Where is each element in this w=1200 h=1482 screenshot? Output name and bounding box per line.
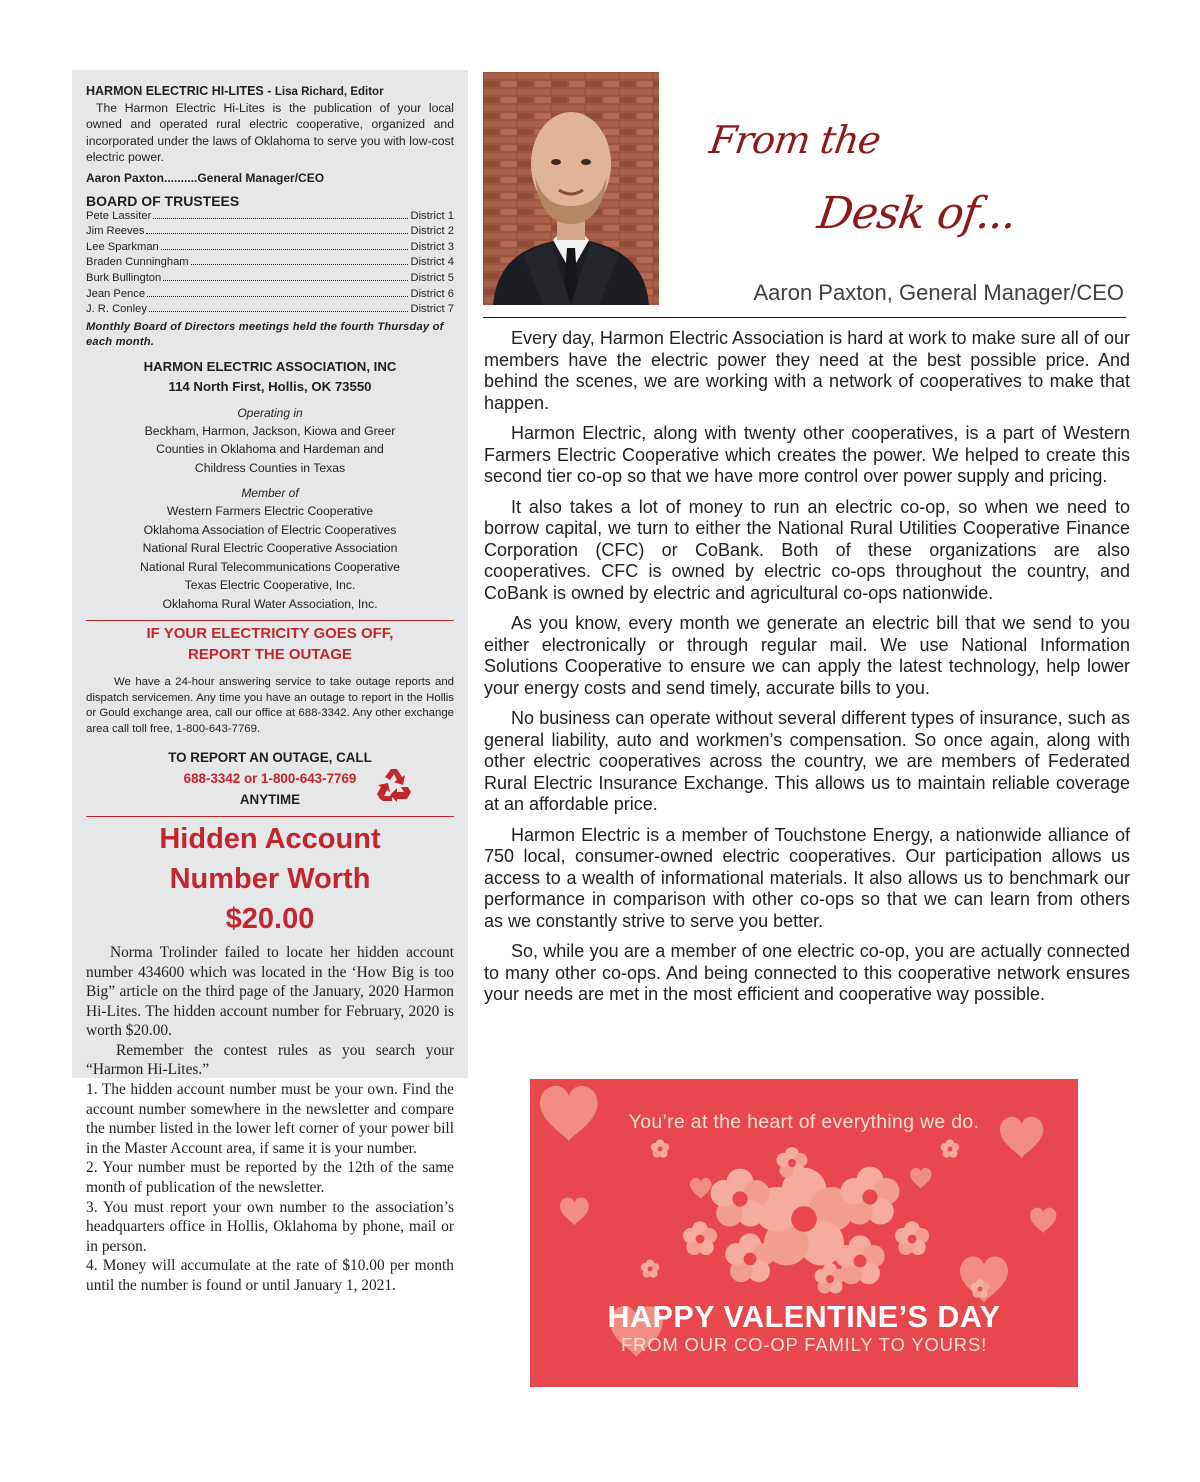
recycle-icon [374, 765, 414, 805]
leader-dots [153, 218, 408, 219]
trustee-row [86, 240, 454, 256]
member-line: Oklahoma Association of Electric Cooperatives [143, 522, 397, 537]
association-block [86, 357, 454, 397]
editor-name: Lisa Richard, Editor [274, 86, 384, 98]
contest-rule: 3. You must report your own number to the association’s headquarters office in Hollis, Oklahoma by phone, mail or in person. [86, 1198, 454, 1255]
divider [483, 317, 1126, 318]
article-paragraph: As you know, every month we generate an electric bill that we send to you either electronically or through regular mail. We use National Information Solutions Cooperative to ensure we can apply the latest technology, help lower your energy costs and send timely, accurate bills to you. [484, 613, 1130, 698]
trustee-name: Pete Lassiter [86, 209, 152, 222]
trustee-name: Jean Pence [86, 287, 146, 300]
contest-rule: 2. Your number must be reported by the 12th of the same month of publication of the newsletter. [86, 1159, 454, 1197]
divider [86, 816, 454, 817]
trustee-district: District 4 [410, 256, 454, 269]
association-name: HARMON ELECTRIC ASSOCIATION, INC [143, 358, 397, 374]
trustee-row [86, 287, 454, 303]
ceo-portrait-photo [483, 72, 659, 305]
board-meeting-note: Monthly Board of Directors meetings held the fourth Thursday of each month. [86, 320, 444, 348]
trustee-row [86, 224, 454, 240]
article-body [484, 328, 1130, 1015]
outage-heading [86, 623, 454, 665]
card-subline: FROM OUR CO-OP FAMILY TO YOURS! [620, 1334, 988, 1355]
article-paragraph: So, while you are a member of one electric co-op, you are actually connected to many other co-ops. And being connected to this cooperative network ensures your needs are met in the most efficient and cooperative way possible. [484, 941, 1130, 1004]
card-headline: HAPPY VALENTINE’S DAY [607, 1300, 1001, 1334]
hidden-account-title [86, 819, 454, 939]
article-paragraph: Harmon Electric, along with twenty other cooperatives, is a part of Western Farmers Electric Cooperative which creates the power. We helped to create this second tier co-op so that we have more control over power supply and pricing. [484, 423, 1130, 486]
article-paragraph: Harmon Electric is a member of Touchstone Energy, a nationwide alliance of 750 local, consumer-owned electric cooperatives. Our participation allows us access to a wealth of informational materials. It also allows us to benchmark our performance in comparison with other co-ops so that we can learn from others as we constantly strive to serve you better. [484, 824, 1130, 931]
trustee-name: Braden Cunningham [86, 256, 189, 269]
card-tagline: You’re at the heart of everything we do. [628, 1111, 980, 1133]
report-outage-label: TO REPORT AN OUTAGE, CALL [168, 749, 372, 765]
operating-line: Childress Counties in Texas [194, 460, 346, 475]
publication-intro: The Harmon Electric Hi-Lites is the publication of your local owned and operated rural electric cooperative, organized and incorporated under the laws of Oklahoma to serve you with low-cost electric power. [86, 101, 454, 165]
association-address: 114 North First, Hollis, OK 73550 [168, 378, 372, 394]
article-paragraph: No business can operate without several different types of insurance, such as general liability, auto and workmen’s compensation. So once again, along with other electric cooperatives across the country, we are members of Federated Rural Electric Insurance Exchange. This allows us to maintain reliable coverage at an affordable price. [484, 708, 1130, 814]
newsletter-title: HARMON ELECTRIC HI-LITES - [86, 84, 272, 98]
trustee-district: District 7 [410, 303, 454, 316]
report-anytime: ANYTIME [239, 791, 301, 807]
sidebar [72, 70, 468, 1294]
trustee-name: Jim Reeves [86, 225, 145, 238]
trustee-name: Burk Bullington [86, 272, 162, 284]
trustee-district: District 5 [410, 272, 454, 284]
member-heading: Member of [241, 486, 299, 501]
trustee-district: District 3 [410, 240, 454, 253]
outage-heading-line: REPORT THE OUTAGE [188, 646, 352, 664]
leader-dots [147, 296, 408, 297]
leader-dots [161, 249, 409, 250]
article-paragraph: It also takes a lot of money to run an electric co-op, so when we need to borrow capital, we turn to either the National Rural Utilities Cooperative Finance Corporation (CFC) or CoBank. Both of these organizations are also cooperatives. CFC is owned by electric co-ops throughout the country, and CoBank is owned by electric and agricultural co-ops nationwide. [484, 496, 1130, 603]
hidden-title-line: Hidden Account [159, 822, 381, 855]
member-list [86, 502, 454, 613]
outage-text: We have a 24-hour answering service to take outage reports and dispatch servicemen. Any time you have an outage to report in the Hollis or Gould exchange area, call our office at 688-3342. Any other exchange area call toll free, 1-800-643-7769. [86, 676, 454, 735]
contest-rule: 4. Money will accumulate at the rate of $10.00 per month until the number is found or until January 1, 2021. [86, 1257, 454, 1294]
member-line: Western Farmers Electric Cooperative [166, 504, 374, 519]
leader-dots [163, 280, 408, 281]
operating-line: Counties in Oklahoma and Hardeman and [156, 442, 384, 457]
divider [86, 620, 454, 621]
article-paragraph: Every day, Harmon Electric Association is hard at work to make sure all of our members have the electric power they need at the best possible price. And behind the scenes, we are working with a network of cooperatives to make that happen. [484, 328, 1130, 413]
leader-dots [149, 311, 409, 312]
hidden-title-line: Number Worth [169, 862, 371, 895]
member-line: Oklahoma Rural Water Association, Inc. [162, 596, 378, 611]
trustee-district: District 6 [410, 287, 454, 300]
outage-heading-line: IF YOUR ELECTRICITY GOES OFF, [146, 625, 394, 643]
valentine-card [530, 1079, 1078, 1387]
desk-of-script: Desk of... [814, 188, 1020, 239]
operating-heading: Operating in [237, 405, 303, 420]
trustee-row [86, 271, 454, 287]
trustee-row [86, 209, 454, 225]
general-manager-line: Aaron Paxton..........General Manager/CEO [86, 170, 325, 185]
operating-counties [86, 422, 454, 478]
trustee-row [86, 302, 454, 318]
contest-rules-intro: Remember the contest rules as you search your “Harmon Hi-Lites.” [86, 1041, 454, 1079]
operating-line: Beckham, Harmon, Jackson, Kiowa and Greer [144, 423, 396, 438]
trustee-list [86, 209, 454, 318]
trustee-district: District 1 [410, 209, 454, 222]
leader-dots [146, 233, 408, 234]
leader-dots [191, 264, 409, 265]
hidden-account-winner-text: Norma Trolinder failed to locate her hidden account number 434600 which was located in the ‘How Big is too Big” article on the third page of the January, 2020 Harmon Hi-Lites. The hidden account number for February, 2020 is worth $20.00. [86, 943, 454, 1040]
member-line: Texas Electric Cooperative, Inc. [184, 578, 356, 593]
member-line: National Rural Telecommunications Cooperative [140, 559, 400, 574]
trustee-district: District 2 [410, 225, 454, 238]
hidden-title-amount: $20.00 [225, 902, 315, 935]
trustee-name: Lee Sparkman [86, 240, 159, 253]
outage-phone-numbers: 688-3342 or 1-800-643-7769 [183, 770, 357, 786]
masthead [86, 83, 454, 100]
report-outage-box [86, 747, 454, 810]
board-title: BOARD OF TRUSTEES [86, 192, 240, 209]
author-byline: Aaron Paxton, General Manager/CEO [753, 280, 1124, 305]
contest-rule: 1. The hidden account number must be your own. Find the account number somewhere in the newsletter and compare the number listed in the lower left corner of your power bill in the Master Account area, if same it is your number. [86, 1081, 454, 1157]
trustee-name: J. R. Conley [86, 303, 147, 316]
from-the-script: From the [706, 118, 883, 162]
member-line: National Rural Electric Cooperative Association [142, 541, 398, 556]
portrait-illustration [483, 72, 659, 305]
trustee-row [86, 255, 454, 271]
